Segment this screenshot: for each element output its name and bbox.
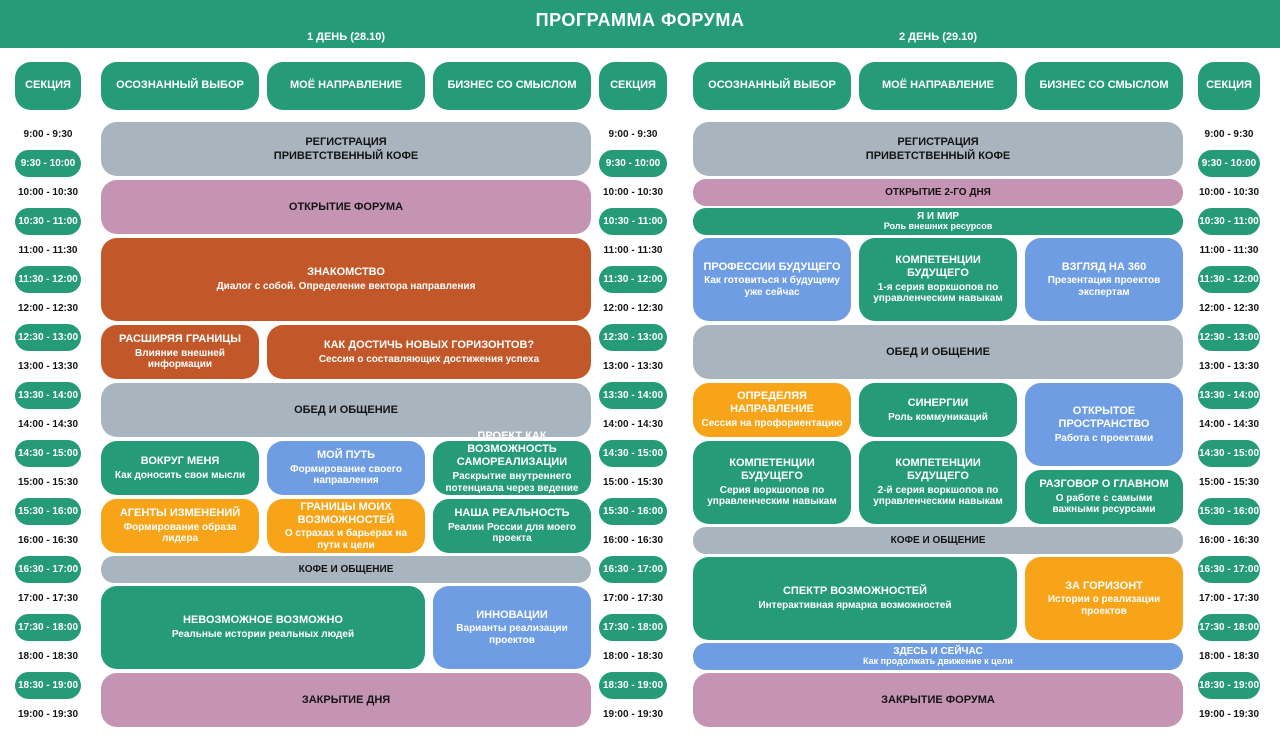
section-header-pill: СЕКЦИЯ: [599, 62, 667, 110]
time-label: 19:00 - 19:30: [17, 709, 79, 720]
event-title: НЕВОЗМОЖНОЕ ВОЗМОЖНО: [183, 614, 343, 627]
event-subtitle: Работа с проектами: [1054, 432, 1154, 444]
event-subtitle: Истории о реализации проектов: [1047, 594, 1161, 617]
event-subtitle: Как готовиться к будущему уже сейчас: [704, 275, 840, 298]
event-title: ОТКРЫТОЕ ПРОСТРАНСТВО: [1058, 404, 1150, 430]
day1-event-block: [267, 325, 591, 379]
day2-event-block: [693, 208, 1183, 235]
day2-label: 2 ДЕНЬ (29.10): [898, 31, 978, 43]
day2-event-block: [693, 122, 1183, 176]
event-title: ОТКРЫТИЕ 2-ГО ДНЯ: [885, 187, 991, 198]
day1-event-block: [101, 586, 425, 669]
event-title: ГРАНИЦЫ МОИХ ВОЗМОЖНОСТЕЙ: [297, 500, 395, 526]
time-pill: 15:30 - 16:00: [15, 498, 81, 525]
time-label: 12:00 - 12:30: [602, 303, 664, 314]
time-label: 12:00 - 12:30: [17, 303, 79, 314]
time-label: 17:00 - 17:30: [17, 593, 79, 604]
time-pill: 11:30 - 12:00: [15, 266, 81, 293]
day1-event-block: [101, 180, 591, 234]
day1-event-block: [101, 499, 259, 553]
time-label: 14:00 - 14:30: [1198, 419, 1260, 430]
event-title: КОМПЕТЕНЦИИ БУДУЩЕГО: [895, 457, 981, 482]
event-title: КОФЕ И ОБЩЕНИЕ: [890, 535, 986, 546]
day2-event-block: [859, 383, 1017, 437]
day1-event-block: [101, 441, 259, 495]
time-label: 15:00 - 15:30: [602, 477, 664, 488]
event-subtitle: Серия воркшопов по управленческим навыкам: [707, 484, 837, 508]
event-title: РЕГИСТРАЦИЯ: [897, 135, 979, 148]
event-subtitle: Формирование своего направления: [290, 463, 402, 487]
time-pill: 17:30 - 18:00: [15, 614, 81, 641]
time-label: 13:00 - 13:30: [17, 361, 79, 372]
day2-event-block: [1025, 383, 1183, 466]
time-label: 16:00 - 16:30: [602, 535, 664, 546]
event-title: ВЗГЛЯД НА 360: [1061, 260, 1147, 273]
event-title: ВОКРУГ МЕНЯ: [140, 454, 220, 467]
event-subtitle: Интерактивная ярмарка возможностей: [758, 600, 952, 612]
day2-event-block: [693, 383, 851, 437]
track-header-pill: БИЗНЕС СО СМЫСЛОМ: [1025, 62, 1183, 110]
day1-event-block: [101, 556, 591, 583]
page-title: ПРОГРАММА ФОРУМА: [535, 10, 745, 30]
event-subtitle: Как доносить свои мысли: [114, 469, 246, 481]
event-title: ИННОВАЦИИ: [476, 608, 548, 621]
day1-event-block: [101, 238, 591, 321]
event-title: РАСШИРЯЯ ГРАНИЦЫ: [118, 333, 242, 346]
header-bar: [0, 0, 1280, 48]
day1-event-block: [101, 673, 591, 727]
time-pill: 13:30 - 14:00: [15, 382, 81, 409]
time-label: 15:00 - 15:30: [17, 477, 79, 488]
time-label: 10:00 - 10:30: [17, 187, 79, 198]
day2-event-block: [693, 238, 851, 321]
track-header-pill: МОЁ НАПРАВЛЕНИЕ: [859, 62, 1017, 110]
event-title: Я И МИР: [916, 211, 960, 223]
event-title: ОПРЕДЕЛЯЯ НАПРАВЛЕНИЕ: [730, 390, 814, 416]
event-subtitle: 2-й серия воркшопов по управленческим навыкам: [873, 484, 1003, 508]
time-pill: 10:30 - 11:00: [1198, 208, 1260, 235]
day1-event-block: [267, 441, 425, 495]
event-subtitle: Роль внешних ресурсов: [883, 221, 993, 232]
time-label: 16:00 - 16:30: [1198, 535, 1260, 546]
day1-event-block: [433, 499, 591, 553]
time-label: 13:00 - 13:30: [1198, 361, 1260, 372]
time-pill: 18:30 - 19:00: [1198, 672, 1260, 699]
time-label: 19:00 - 19:30: [602, 709, 664, 720]
time-pill: 14:30 - 15:00: [15, 440, 81, 467]
day2-event-block: [1025, 470, 1183, 524]
time-pill: 9:30 - 10:00: [1198, 150, 1260, 177]
time-label: 13:00 - 13:30: [602, 361, 664, 372]
day1-event-block: [101, 122, 591, 176]
event-subtitle: Реальные истории реальных людей: [171, 629, 355, 641]
time-pill: 13:30 - 14:00: [1198, 382, 1260, 409]
day2-event-block: [859, 238, 1017, 321]
event-title: ЗНАКОМСТВО: [307, 266, 385, 279]
event-title: ЗАКРЫТИЕ ФОРУМА: [881, 693, 995, 706]
time-label: 17:00 - 17:30: [602, 593, 664, 604]
time-pill: 14:30 - 15:00: [1198, 440, 1260, 467]
event-subtitle: О работе с самыми важными ресурсами: [1052, 492, 1156, 516]
event-subtitle: Диалог с собой. Определение вектора направления: [216, 281, 476, 293]
track-header-pill: МОЁ НАПРАВЛЕНИЕ: [267, 62, 425, 110]
event-title: АГЕНТЫ ИЗМЕНЕНИЙ: [119, 507, 241, 520]
track-header-pill: ОСОЗНАННЫЙ ВЫБОР: [693, 62, 851, 110]
time-label: 18:00 - 18:30: [602, 651, 664, 662]
time-label: 18:00 - 18:30: [17, 651, 79, 662]
event-subtitle: ПРИВЕТСТВЕННЫЙ КОФЕ: [865, 149, 1011, 162]
time-pill: 16:30 - 17:00: [15, 556, 81, 583]
time-label: 9:00 - 9:30: [608, 129, 658, 140]
event-title: КОМПЕТЕНЦИИ БУДУЩЕГО: [895, 254, 981, 279]
event-title: ПРОЕКТ КАК ВОЗМОЖНОСТЬ САМОРЕАЛИЗАЦИИ: [456, 430, 568, 469]
day2-event-block: [693, 527, 1183, 554]
event-subtitle: 1-я серия воркшопов по управленческим навыкам: [873, 281, 1003, 305]
time-pill: 10:30 - 11:00: [599, 208, 667, 235]
time-label: 12:00 - 12:30: [1198, 303, 1260, 314]
time-label: 11:00 - 11:30: [18, 245, 78, 256]
time-pill: 17:30 - 18:00: [599, 614, 667, 641]
event-subtitle: ПРИВЕТСТВЕННЫЙ КОФЕ: [273, 149, 419, 162]
event-title: МОЙ ПУТЬ: [316, 449, 376, 462]
event-subtitle: Роль коммуникаций: [888, 411, 988, 423]
time-pill: 14:30 - 15:00: [599, 440, 667, 467]
time-pill: 9:30 - 10:00: [599, 150, 667, 177]
event-subtitle: Раскрытие внутреннего потенциала через ведение: [445, 471, 579, 494]
event-title: ЗАКРЫТИЕ ДНЯ: [301, 693, 391, 706]
event-title: ОБЕД И ОБЩЕНИЕ: [886, 345, 990, 358]
day1-event-block: [433, 586, 591, 669]
time-label: 11:00 - 11:30: [1199, 245, 1259, 256]
track-header-pill: БИЗНЕС СО СМЫСЛОМ: [433, 62, 591, 110]
day1-event-block: [101, 325, 259, 379]
track-header-pill: ОСОЗНАННЫЙ ВЫБОР: [101, 62, 259, 110]
event-subtitle: Формирование образа лидера: [123, 521, 237, 545]
day2-event-block: [859, 441, 1017, 524]
day2-event-block: [693, 643, 1183, 670]
event-subtitle: Варианты реализации проектов: [456, 623, 568, 646]
day1-event-block: [101, 383, 591, 437]
time-label: 18:00 - 18:30: [1198, 651, 1260, 662]
day2-event-block: [693, 673, 1183, 727]
time-pill: 12:30 - 13:00: [15, 324, 81, 351]
schedule-grid: [15, 62, 1260, 729]
event-subtitle: О страхах и барьерах на пути к цели: [284, 528, 408, 551]
section-header-pill: СЕКЦИЯ: [15, 62, 81, 110]
day2-event-block: [693, 325, 1183, 379]
event-title: ОТКРЫТИЕ ФОРУМА: [288, 200, 404, 213]
time-pill: 16:30 - 17:00: [1198, 556, 1260, 583]
time-label: 15:00 - 15:30: [1198, 477, 1260, 488]
time-label: 10:00 - 10:30: [602, 187, 664, 198]
event-title: СИНЕРГИИ: [907, 396, 969, 409]
time-label: 11:00 - 11:30: [603, 245, 663, 256]
day1-event-block: [267, 499, 425, 553]
day2-event-block: [1025, 238, 1183, 321]
event-title: КОФЕ И ОБЩЕНИЕ: [298, 564, 394, 575]
time-label: 16:00 - 16:30: [17, 535, 79, 546]
event-title: ЗДЕСЬ И СЕЙЧАС: [893, 646, 983, 658]
time-pill: 13:30 - 14:00: [599, 382, 667, 409]
time-pill: 11:30 - 12:00: [599, 266, 667, 293]
event-subtitle: Реалии России для моего проекта: [448, 521, 576, 545]
time-pill: 10:30 - 11:00: [15, 208, 81, 235]
event-title: РАЗГОВОР О ГЛАВНОМ: [1039, 478, 1169, 491]
time-pill: 17:30 - 18:00: [1198, 614, 1260, 641]
day2-event-block: [693, 179, 1183, 206]
time-pill: 18:30 - 19:00: [599, 672, 667, 699]
time-label: 17:00 - 17:30: [1198, 593, 1260, 604]
event-title: КАК ДОСТИЧЬ НОВЫХ ГОРИЗОНТОВ?: [323, 338, 535, 351]
day2-event-block: [693, 441, 851, 524]
time-pill: 16:30 - 17:00: [599, 556, 667, 583]
time-pill: 11:30 - 12:00: [1198, 266, 1260, 293]
event-title: КОМПЕТЕНЦИИ БУДУЩЕГО: [729, 457, 815, 482]
event-title: РЕГИСТРАЦИЯ: [305, 135, 387, 148]
event-subtitle: Сессия о составляющих достижения успеха: [318, 353, 540, 365]
time-label: 10:00 - 10:30: [1198, 187, 1260, 198]
event-title: НАША РЕАЛЬНОСТЬ: [454, 507, 570, 520]
event-title: ПРОФЕССИИ БУДУЩЕГО: [703, 260, 841, 273]
event-subtitle: Как продолжать движение к цели: [863, 656, 1013, 667]
event-title: СПЕКТР ВОЗМОЖНОСТЕЙ: [782, 585, 928, 598]
time-label: 9:00 - 9:30: [1204, 129, 1254, 140]
time-label: 9:00 - 9:30: [23, 129, 73, 140]
time-pill: 12:30 - 13:00: [599, 324, 667, 351]
time-pill: 12:30 - 13:00: [1198, 324, 1260, 351]
day2-event-block: [693, 557, 1017, 640]
time-label: 19:00 - 19:30: [1198, 709, 1260, 720]
event-subtitle: Презентация проектов экспертам: [1047, 275, 1161, 298]
event-subtitle: Сессия на профориентацию: [701, 418, 843, 430]
time-label: 14:00 - 14:30: [17, 419, 79, 430]
day1-event-block: [433, 430, 591, 495]
day2-event-block: [1025, 557, 1183, 640]
time-pill: 15:30 - 16:00: [1198, 498, 1260, 525]
time-pill: 18:30 - 19:00: [15, 672, 81, 699]
time-pill: 15:30 - 16:00: [599, 498, 667, 525]
day1-label: 1 ДЕНЬ (28.10): [306, 31, 386, 43]
event-title: ОБЕД И ОБЩЕНИЕ: [294, 403, 398, 416]
time-pill: 9:30 - 10:00: [15, 150, 81, 177]
section-header-pill: СЕКЦИЯ: [1198, 62, 1260, 110]
event-title: ЗА ГОРИЗОНТ: [1065, 579, 1143, 592]
event-subtitle: Влияние внешней информации: [135, 347, 225, 371]
time-label: 14:00 - 14:30: [602, 419, 664, 430]
